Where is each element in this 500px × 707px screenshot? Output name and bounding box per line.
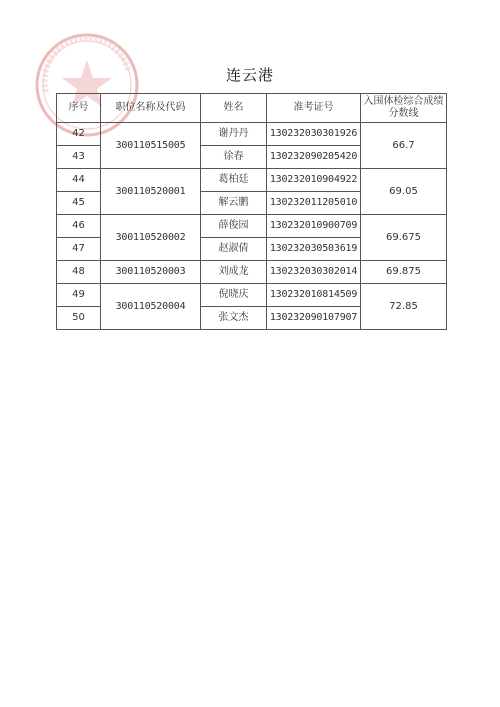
- exam-id-cell: 130232010900709: [267, 215, 361, 238]
- exam-id-cell: 130232010904922: [267, 169, 361, 192]
- name-cell: 谢丹丹: [201, 123, 267, 146]
- position-code-cell: 300110520003: [101, 261, 201, 284]
- name-cell: 薛俊园: [201, 215, 267, 238]
- exam-id-cell: 130232030301926: [267, 123, 361, 146]
- results-table: [56, 93, 447, 330]
- exam-id-cell: 130232090107907: [267, 307, 361, 330]
- name-cell: 倪晓庆: [201, 284, 267, 307]
- name-cell: 刘成龙: [201, 261, 267, 284]
- header-name: 姓名: [201, 94, 267, 123]
- exam-id-cell: 130232030503619: [267, 238, 361, 261]
- score-cell: 69.675: [361, 215, 447, 261]
- serial-cell: 46: [57, 215, 101, 238]
- header-score-line: 入围体检综合成绩分数线: [361, 94, 447, 123]
- serial-cell: 48: [57, 261, 101, 284]
- exam-id-cell: 130232011205010: [267, 192, 361, 215]
- table-row: [57, 261, 447, 284]
- serial-cell: 45: [57, 192, 101, 215]
- score-cell: 69.05: [361, 169, 447, 215]
- exam-id-cell: 130232030302014: [267, 261, 361, 284]
- header-serial: 序号: [57, 94, 101, 123]
- name-cell: 张文杰: [201, 307, 267, 330]
- serial-cell: 42: [57, 123, 101, 146]
- score-cell: 72.85: [361, 284, 447, 330]
- serial-cell: 50: [57, 307, 101, 330]
- position-code-cell: 300110520002: [101, 215, 201, 261]
- exam-id-cell: 130232010814509: [267, 284, 361, 307]
- position-code-cell: 300110520004: [101, 284, 201, 330]
- page-title: 连云港: [225, 66, 274, 84]
- position-code-cell: 300110520001: [101, 169, 201, 215]
- serial-cell: 44: [57, 169, 101, 192]
- name-cell: 解云鹏: [201, 192, 267, 215]
- table-header-row: [57, 94, 447, 123]
- name-cell: 葛柏廷: [201, 169, 267, 192]
- table-row: [57, 284, 447, 307]
- name-cell: 徐春: [201, 146, 267, 169]
- serial-cell: 47: [57, 238, 101, 261]
- header-exam-id: 准考证号: [267, 94, 361, 123]
- exam-id-cell: 130232090205420: [267, 146, 361, 169]
- header-position-code: 职位名称及代码: [101, 94, 201, 123]
- score-cell: 66.7: [361, 123, 447, 169]
- position-code-cell: 300110515005: [101, 123, 201, 169]
- serial-cell: 49: [57, 284, 101, 307]
- serial-cell: 43: [57, 146, 101, 169]
- table-row: [57, 123, 447, 146]
- name-cell: 赵淑倩: [201, 238, 267, 261]
- table-row: [57, 215, 447, 238]
- table-row: [57, 169, 447, 192]
- score-cell: 69.875: [361, 261, 447, 284]
